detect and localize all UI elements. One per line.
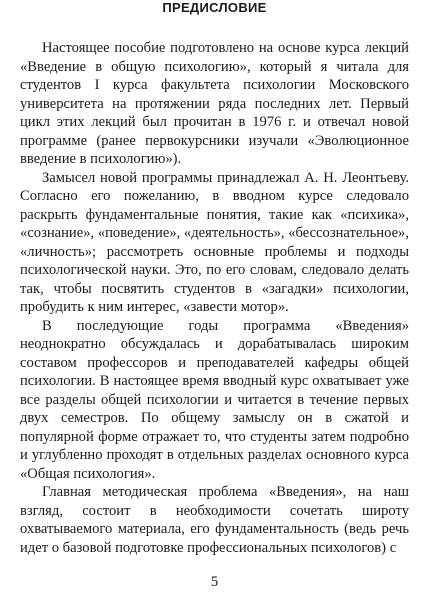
paragraph: Настоящее пособие подготовлено на основе курса лекций «Введение в общую психологию», который я читала для студентов I курса факультета психологии Московского университета на протяжении ряда последних лет. Первый цикл этих лекций был прочитан в 1976 г. и отвечал новой программе (ранее первокурсники изучали «Эволюционное введение в психологию»). [20,40,409,167]
paragraph: Главная методическая проблема «Введения», на наш взгляд, состоит в необходимости сочетать широту охватываемого материала, его фундаментальность (ведь речь идет о базовой подготовке профессиональных психологов) с [20,484,409,556]
paragraph: Замысел новой программы принадлежал А. Н. Леонтьеву. Согласно его пожеланию, в вводном курсе следовало раскрыть фундаментальные понятия, такие как «психика», «сознание», «поведение», «деятельность», «бессознательное», «личность»; рассмотреть основные проблемы и подходы психологической науки. Это, по его словам, следовало делать так, чтобы посвятить студентов в «загадки» психологии, пробудить к ним интерес, «завести мотор». [20,169,409,315]
paragraph: В последующие годы программа «Введения» неоднократно обсуждалась и дорабатывалась широким составом профессоров и преподавателей кафедры общей психологии. В настоящее время вводный курс охватывает уже все разделы общей психологии и читается в течение первых двух семестров. По общему замыслу он в сжатой и популярной форме отражает то, что студенты затем подробно и углубленно проходят в отдельных разделах основного курса «Общая психология». [20,317,409,482]
body-text [20,39,409,557]
chapter-heading: ПРЕДИСЛОВИЕ [162,0,267,15]
book-page [20,0,409,600]
page-number: 5 [210,574,219,590]
